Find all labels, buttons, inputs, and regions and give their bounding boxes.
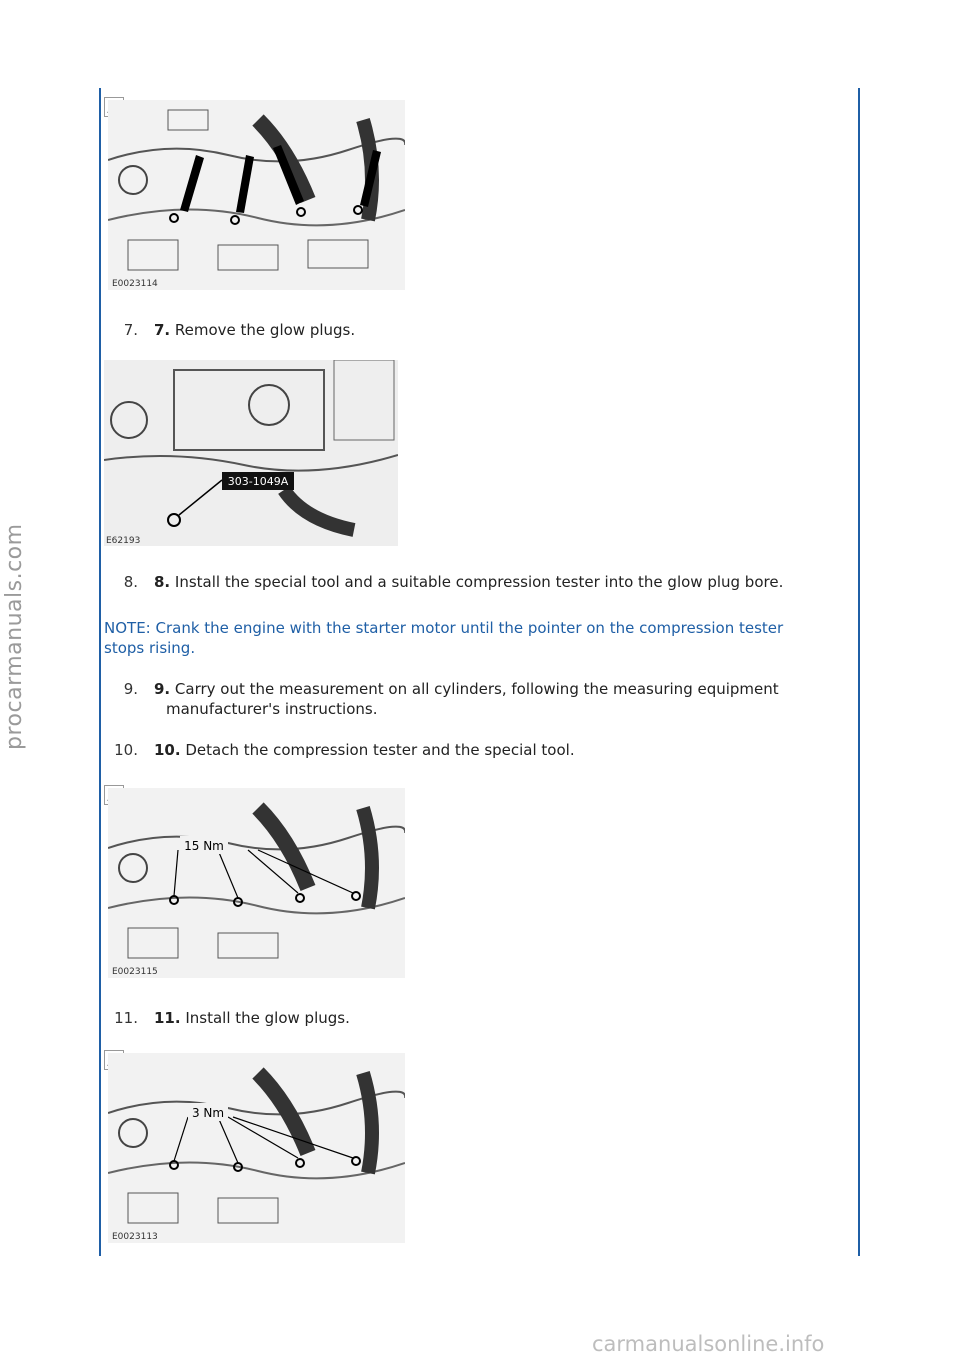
step-text: Install the glow plugs. <box>180 1009 350 1027</box>
step-number: 10. <box>114 741 138 759</box>
step-text: Install the special tool and a suitable compression tester into the glow plug bore. <box>170 573 784 591</box>
step-number: 7. <box>123 321 138 339</box>
bottom-watermark: carmanualsonline.info <box>592 1332 825 1356</box>
step-bold-number: 9. <box>154 680 171 698</box>
step-number: 11. <box>114 1009 138 1027</box>
step-number: 9. <box>123 680 138 698</box>
step-bold-number: 11. <box>154 1009 181 1027</box>
step-bold-number: 10. <box>154 741 181 759</box>
torque-label: 3 Nm <box>191 1106 225 1120</box>
step-bold-number: 8. <box>154 573 171 591</box>
figure-code: E62193 <box>106 536 141 546</box>
step-number: 8. <box>123 573 138 591</box>
figure-code: E0023113 <box>112 1232 158 1242</box>
engine-figure-4 <box>108 1053 405 1243</box>
engine-figure-3 <box>108 788 405 978</box>
step-text: Carry out the measurement on all cylinders, following the measuring equipment <box>170 680 779 698</box>
left-border-line <box>99 88 101 1256</box>
step-bold-number: 7. <box>154 321 171 339</box>
engine-figure-2 <box>104 360 398 546</box>
torque-label: 15 Nm <box>184 839 224 853</box>
step-text: Detach the compression tester and the special tool. <box>180 741 575 759</box>
tool-label: 303-1049A <box>227 475 289 488</box>
right-border-line <box>858 88 860 1256</box>
step-9-continuation: manufacturer's instructions. <box>166 700 378 718</box>
figure-code: E0023114 <box>112 279 158 289</box>
note-text: NOTE: Crank the engine with the starter motor until the pointer on the compression tester stops rising. <box>104 619 784 657</box>
engine-figure-1 <box>108 100 405 290</box>
step-text: Remove the glow plugs. <box>170 321 356 339</box>
figure-code: E0023115 <box>112 967 158 977</box>
side-watermark: procarmanuals.com <box>2 523 27 750</box>
